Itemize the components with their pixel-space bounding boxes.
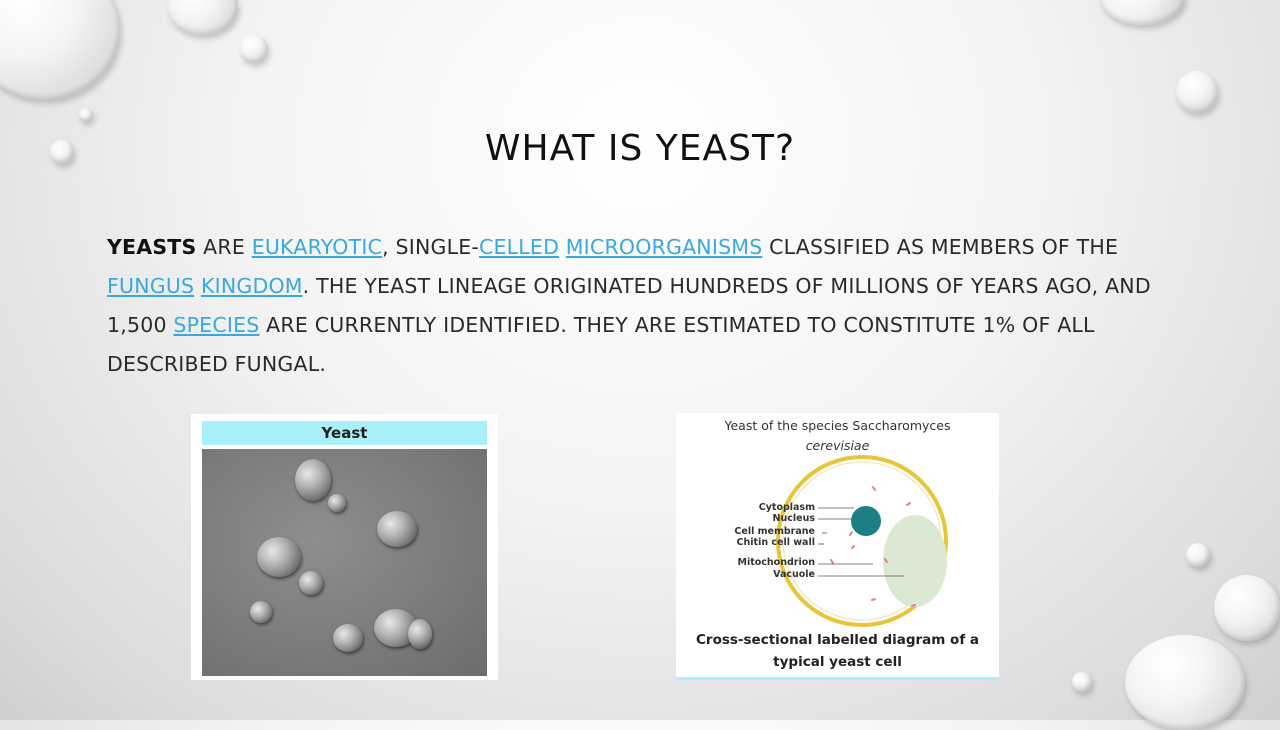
text-run: CLASSIFIED AS MEMBERS OF THE (762, 235, 1119, 259)
water-drop-decoration (0, 0, 120, 100)
link-species[interactable]: SPECIES (173, 313, 260, 337)
diagram-title-line: Yeast of the species Saccharomyces (724, 418, 951, 433)
nucleus-shape (851, 506, 881, 536)
slide-title: WHAT IS YEAST? (484, 128, 796, 169)
text-run: . THE YEAST LINEAGE ORIGINATED HUNDREDS OF MILLIONS OF YEARS AGO, AND 1,500 (107, 274, 1151, 337)
yeast-cell (295, 459, 331, 501)
water-drop-decoration (1186, 543, 1210, 567)
text-run: , SINGLE- (382, 235, 480, 259)
label-chitin-cell-wall: Chitin cell wall (736, 537, 815, 548)
micrograph-field (202, 449, 487, 676)
micrograph-header: Yeast (202, 421, 487, 445)
water-drop-decoration (168, 0, 238, 35)
yeast-cell (299, 571, 323, 595)
water-drop-decoration (1176, 71, 1218, 113)
text-run: ARE (196, 235, 252, 259)
link-celled[interactable]: CELLED (479, 235, 560, 259)
yeast-cell (377, 511, 417, 547)
yeast-cell (408, 619, 432, 649)
yeast-cell (328, 494, 346, 512)
yeast-cell (250, 601, 272, 623)
text-run (559, 235, 566, 259)
text-run: ARE CURRENTLY IDENTIFIED. THEY ARE ESTIMATED TO CONSTITUTE 1% OF ALL DESCRIBED FUNGAL. (107, 313, 1095, 376)
water-drop-decoration (1072, 672, 1092, 692)
water-drop-decoration (1125, 635, 1245, 730)
link-microorganisms[interactable]: MICROORGANISMS (565, 235, 763, 259)
label-cell-membrane: Cell membrane (734, 526, 815, 537)
yeast-cell (333, 624, 363, 652)
link-kingdom[interactable]: KINGDOM (200, 274, 303, 298)
vacuole-shape (883, 515, 947, 607)
diagram-caption (676, 629, 999, 673)
water-drop-decoration (1214, 575, 1280, 641)
yeast-cell-diagram (676, 413, 999, 680)
water-drop-decoration (79, 108, 93, 122)
label-cytoplasm: Cytoplasm (758, 502, 815, 513)
diagram-caption-line: typical yeast cell (773, 654, 902, 670)
yeast-cell (257, 537, 301, 577)
label-vacuole: Vacuole (773, 569, 815, 580)
water-drop-decoration (1100, 0, 1185, 25)
label-nucleus: Nucleus (772, 513, 815, 524)
label-mitochondrion: Mitochondrion (737, 557, 815, 568)
yeast-micrograph (191, 414, 498, 680)
slide-paragraph (107, 228, 1177, 384)
link-fungus[interactable]: FUNGUS (107, 274, 195, 298)
diagram-title-line: cerevisiae (805, 438, 870, 453)
water-drop-decoration (240, 35, 268, 63)
link-eukaryotic[interactable]: EUKARYOTIC (251, 235, 383, 259)
text-run (194, 274, 201, 298)
term-yeasts: YEASTS (107, 235, 197, 259)
diagram-caption-line: Cross-sectional labelled diagram of a (696, 632, 979, 648)
